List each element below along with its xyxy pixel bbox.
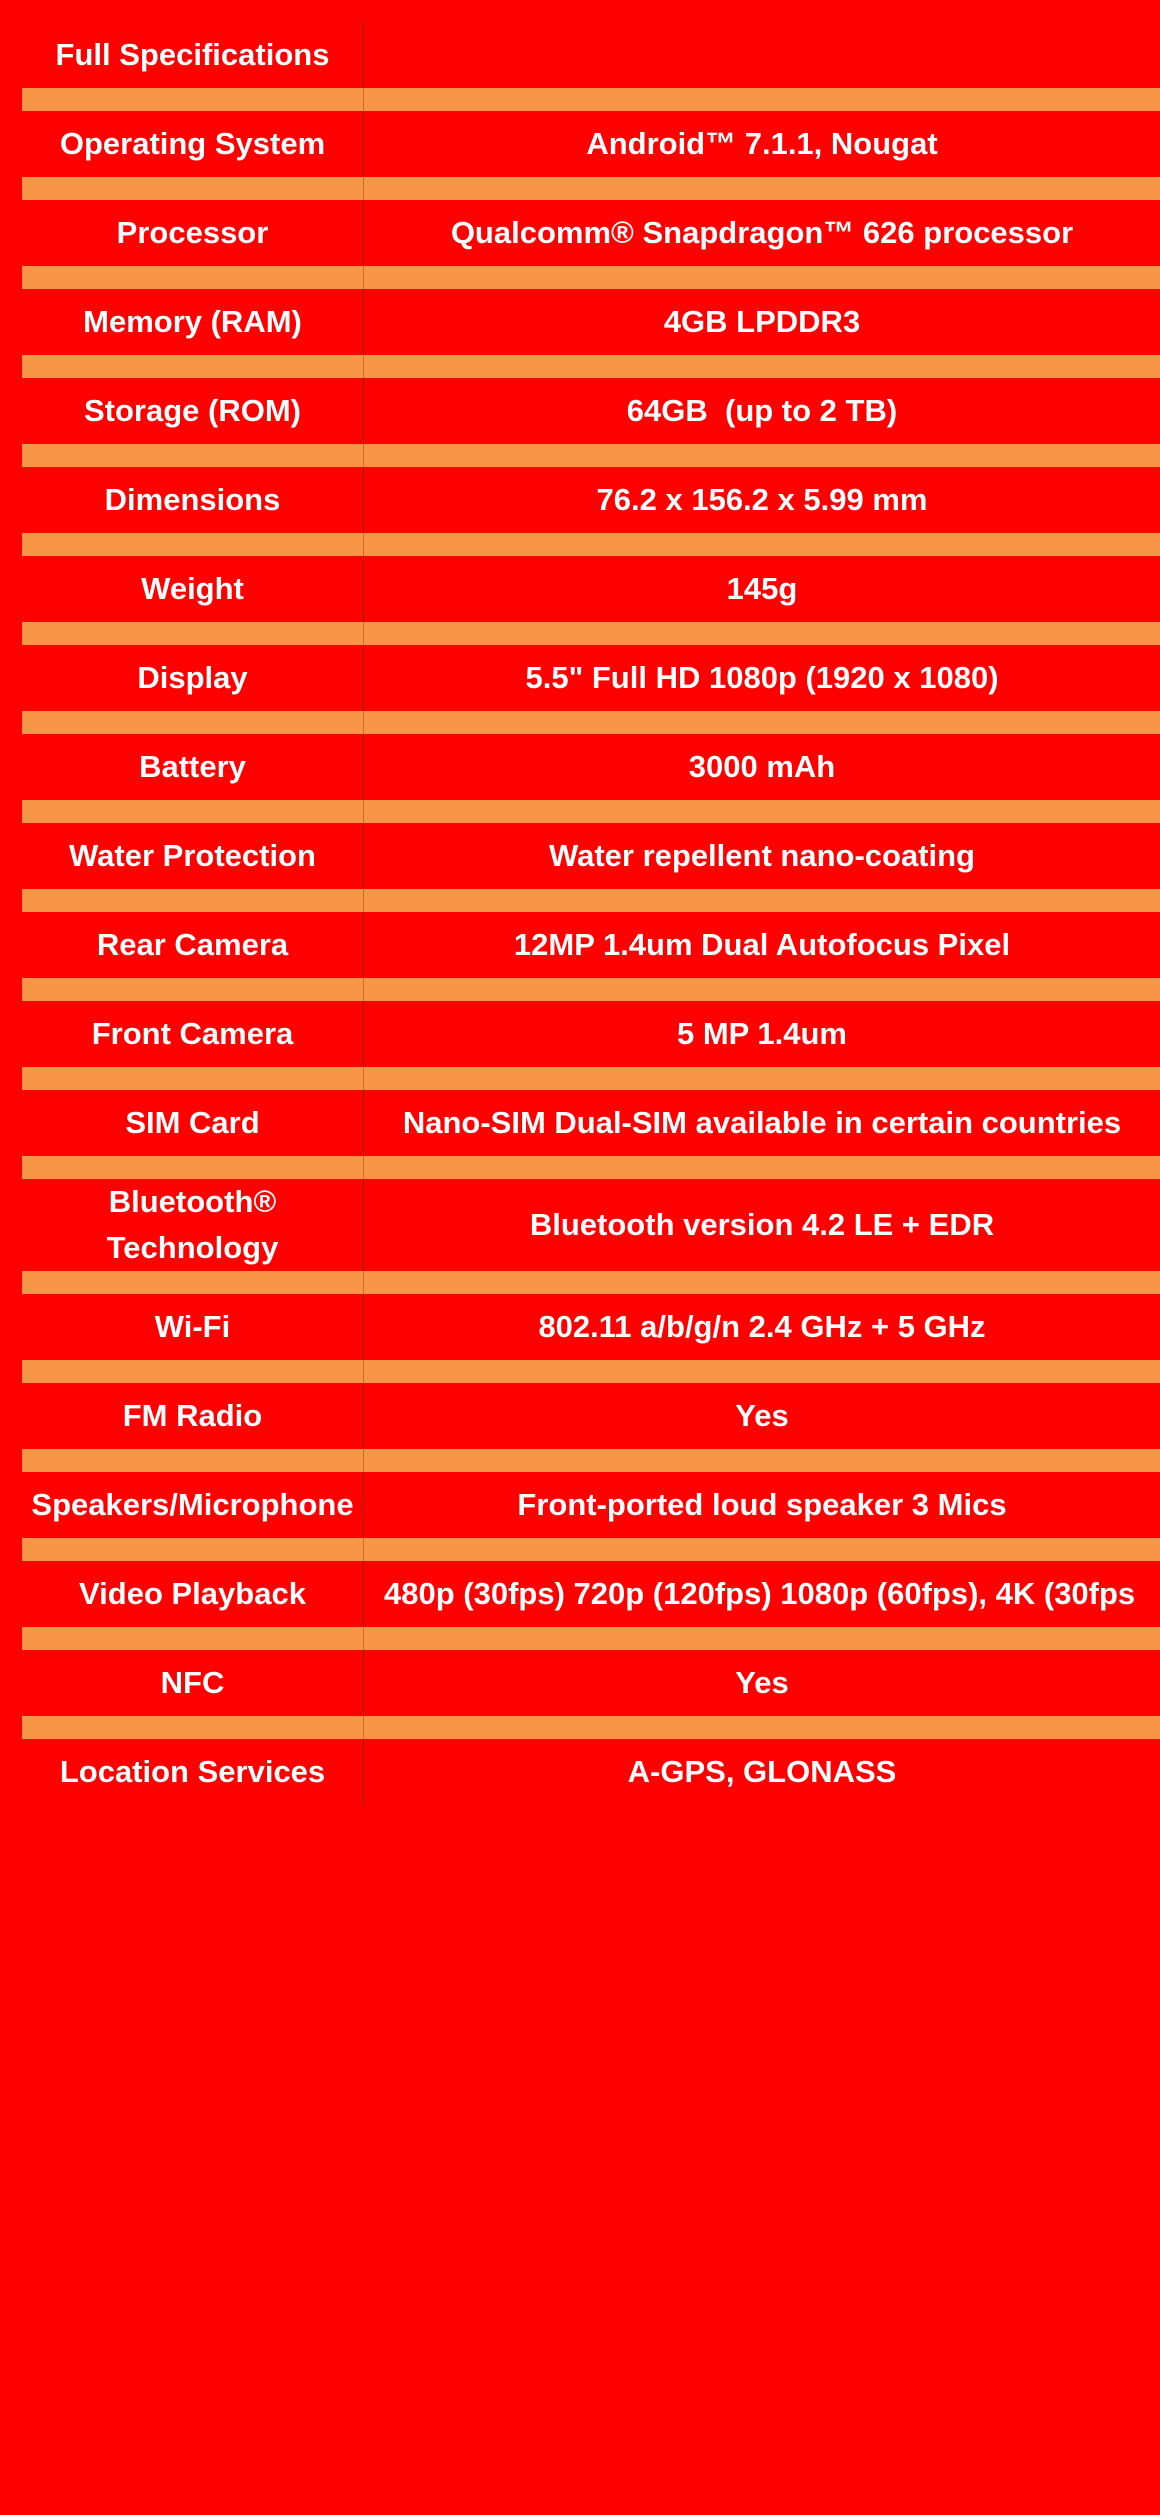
spacer-row xyxy=(22,1156,1160,1179)
spec-value-cell xyxy=(364,823,1160,889)
spec-value-cell xyxy=(364,645,1160,711)
spec-label-cell xyxy=(22,289,364,355)
table-row xyxy=(22,289,1160,355)
spec-value: 12MP 1.4um Dual Autofocus Pixel xyxy=(513,927,1011,962)
table-row xyxy=(22,823,1160,889)
spec-value-cell xyxy=(364,378,1160,444)
spec-value-cell xyxy=(364,1383,1160,1449)
spec-value: Nano-SIM Dual-SIM available in certain countries xyxy=(402,1105,1122,1140)
table-row xyxy=(22,467,1160,533)
spec-value: 76.2 x 156.2 x 5.99 mm xyxy=(596,482,928,517)
spec-label-cell xyxy=(22,912,364,978)
spec-value: Water repellent nano-coating xyxy=(548,838,975,873)
spacer-row xyxy=(22,622,1160,645)
spacer-row xyxy=(22,177,1160,200)
header-label-cell xyxy=(22,22,364,88)
spec-value: 145g xyxy=(726,571,798,606)
spec-value-cell xyxy=(364,1179,1160,1271)
spec-value: 5.5" Full HD 1080p (1920 x 1080) xyxy=(525,660,999,695)
spec-label-cell xyxy=(22,1739,364,1805)
spec-value: Android™ 7.1.1, Nougat xyxy=(586,126,938,161)
spec-label-cell xyxy=(22,1383,364,1449)
spec-value-cell xyxy=(364,1294,1160,1360)
spec-label-cell xyxy=(22,1294,364,1360)
spec-value-cell xyxy=(364,1561,1160,1627)
table-header-row xyxy=(22,22,1160,88)
spec-value: Qualcomm® Snapdragon™ 626 processor xyxy=(450,215,1074,250)
spec-label: Dimensions xyxy=(104,482,281,517)
spec-value-cell xyxy=(364,467,1160,533)
table-row xyxy=(22,1090,1160,1156)
table-row xyxy=(22,200,1160,266)
spacer-row xyxy=(22,88,1160,111)
spec-value-cell xyxy=(364,200,1160,266)
spec-value: 802.11 a/b/g/n 2.4 GHz + 5 GHz xyxy=(538,1309,986,1344)
spec-label-cell xyxy=(22,1472,364,1538)
spec-value-cell xyxy=(364,111,1160,177)
table-row xyxy=(22,1383,1160,1449)
table-row xyxy=(22,1472,1160,1538)
table-row xyxy=(22,556,1160,622)
table-row xyxy=(22,1739,1160,1805)
spec-label-cell xyxy=(22,111,364,177)
spec-value-cell xyxy=(364,1650,1160,1716)
spec-label: Front Camera xyxy=(91,1016,294,1051)
spec-value-cell xyxy=(364,1739,1160,1805)
spec-label: Wi-Fi xyxy=(154,1309,231,1344)
spacer-row xyxy=(22,978,1160,1001)
table-row xyxy=(22,378,1160,444)
table-row xyxy=(22,1001,1160,1067)
spec-label: Location Services xyxy=(59,1754,326,1789)
spacer-row xyxy=(22,711,1160,734)
table-row xyxy=(22,1294,1160,1360)
spec-label: Storage (ROM) xyxy=(84,393,301,428)
spacer-row xyxy=(22,1067,1160,1090)
spec-label: Water Protection xyxy=(69,838,316,873)
spec-label: Operating System xyxy=(59,126,326,161)
table-row xyxy=(22,1650,1160,1716)
spacer-row xyxy=(22,1271,1160,1294)
spec-label-cell xyxy=(22,645,364,711)
spec-value-cell xyxy=(364,1472,1160,1538)
spacer-row xyxy=(22,1360,1160,1383)
spacer-row xyxy=(22,889,1160,912)
spec-value-cell xyxy=(364,1001,1160,1067)
spacer-row xyxy=(22,355,1160,378)
spec-label: Memory (RAM) xyxy=(83,304,302,339)
spacer-row xyxy=(22,444,1160,467)
spec-value-cell xyxy=(364,289,1160,355)
spec-label-cell xyxy=(22,378,364,444)
spec-value: Yes xyxy=(735,1398,789,1433)
spec-label-cell xyxy=(22,1650,364,1716)
table-row xyxy=(22,912,1160,978)
spec-label-cell xyxy=(22,556,364,622)
spec-value: 5 MP 1.4um xyxy=(676,1016,847,1051)
spec-label-cell xyxy=(22,734,364,800)
spec-table xyxy=(22,22,1160,1805)
spec-label: Weight xyxy=(141,571,244,606)
spec-label: Battery xyxy=(139,749,246,784)
spacer-row xyxy=(22,1627,1160,1650)
spacer-row xyxy=(22,533,1160,556)
spec-value-cell xyxy=(364,1090,1160,1156)
spec-label: Display xyxy=(137,660,248,695)
spec-value: 3000 mAh xyxy=(688,749,836,784)
spec-label: FM Radio xyxy=(122,1398,263,1433)
spacer-row xyxy=(22,800,1160,823)
spec-label-cell xyxy=(22,1179,364,1271)
spec-label-cell xyxy=(22,823,364,889)
table-row xyxy=(22,1179,1160,1271)
spacer-row xyxy=(22,1716,1160,1739)
spec-label: NFC xyxy=(160,1665,225,1700)
spec-label: Bluetooth® Technology xyxy=(106,1184,279,1265)
spec-value-cell xyxy=(364,734,1160,800)
spec-value: Front-ported loud speaker 3 Mics xyxy=(517,1487,1007,1522)
spacer-row xyxy=(22,1538,1160,1561)
table-row xyxy=(22,111,1160,177)
spec-label-cell xyxy=(22,1001,364,1067)
header-value-cell xyxy=(364,22,1160,88)
spec-label: SIM Card xyxy=(125,1105,260,1140)
spec-value: 4GB LPDDR3 xyxy=(663,304,861,339)
spec-value-cell xyxy=(364,556,1160,622)
spec-value-cell xyxy=(364,912,1160,978)
spacer-row xyxy=(22,266,1160,289)
spec-value: 64GB (up to 2 TB) xyxy=(626,393,898,428)
spec-value: 480p (30fps) 720p (120fps) 1080p (60fps), 4K (30fps xyxy=(384,1576,1136,1611)
spec-label: Speakers/Microphone xyxy=(31,1487,354,1522)
spec-value: Yes xyxy=(735,1665,789,1700)
spec-label-cell xyxy=(22,1561,364,1627)
spec-label-cell xyxy=(22,200,364,266)
spec-value: Bluetooth version 4.2 LE + EDR xyxy=(529,1207,995,1242)
spec-label-cell xyxy=(22,1090,364,1156)
spec-label: Processor xyxy=(116,215,269,250)
table-row xyxy=(22,1561,1160,1627)
spec-label: Video Playback xyxy=(79,1576,306,1611)
spacer-row xyxy=(22,1449,1160,1472)
spec-label: Rear Camera xyxy=(96,927,289,962)
table-row xyxy=(22,645,1160,711)
spec-value: A-GPS, GLONASS xyxy=(627,1754,897,1789)
table-row xyxy=(22,734,1160,800)
spec-label-cell xyxy=(22,467,364,533)
table-title: Full Specifications xyxy=(55,37,330,72)
